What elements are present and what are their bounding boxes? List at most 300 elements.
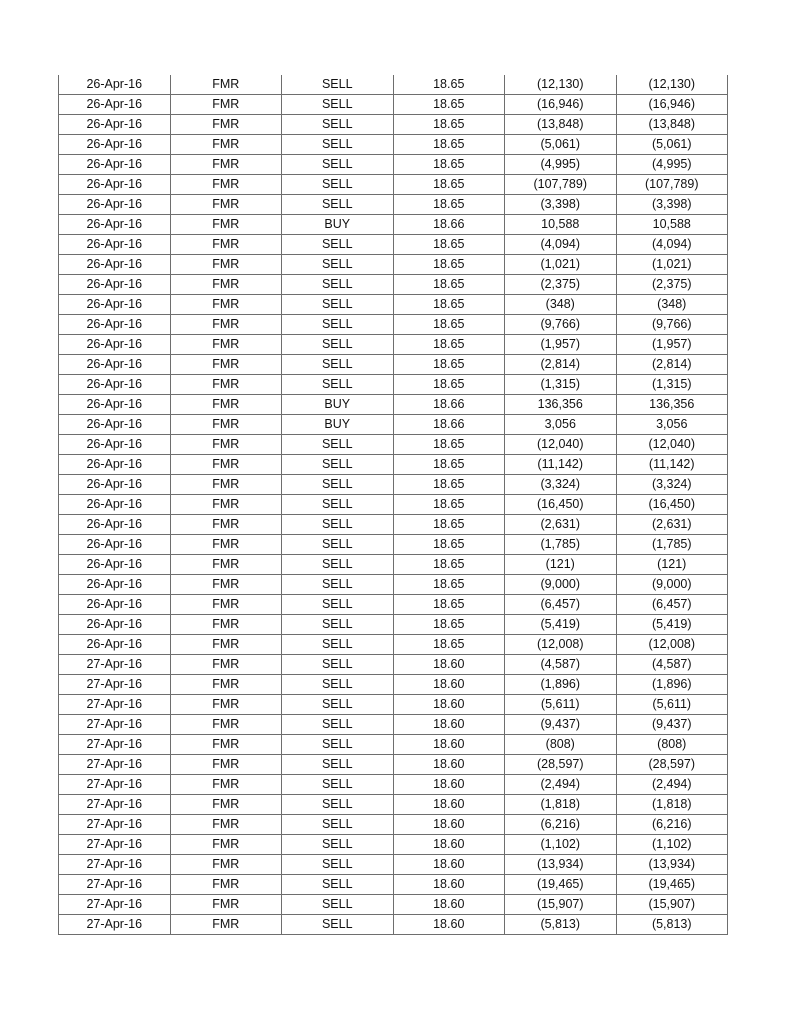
price-cell: 18.60 bbox=[393, 895, 505, 915]
table-row bbox=[59, 475, 728, 495]
holder-cell: FMR bbox=[170, 355, 282, 375]
price-cell: 18.65 bbox=[393, 255, 505, 275]
date-cell: 27-Apr-16 bbox=[59, 915, 171, 935]
side-cell: SELL bbox=[282, 275, 394, 295]
net-quantity-cell: (2,631) bbox=[616, 515, 728, 535]
price-cell: 18.65 bbox=[393, 355, 505, 375]
price-cell: 18.65 bbox=[393, 195, 505, 215]
side-cell: SELL bbox=[282, 95, 394, 115]
net-quantity-cell: (5,611) bbox=[616, 695, 728, 715]
quantity-cell: (1,785) bbox=[505, 535, 617, 555]
net-quantity-cell: (28,597) bbox=[616, 755, 728, 775]
side-cell: SELL bbox=[282, 175, 394, 195]
date-cell: 26-Apr-16 bbox=[59, 95, 171, 115]
net-quantity-cell: (5,061) bbox=[616, 135, 728, 155]
date-cell: 26-Apr-16 bbox=[59, 415, 171, 435]
date-cell: 26-Apr-16 bbox=[59, 435, 171, 455]
table-row bbox=[59, 795, 728, 815]
date-cell: 27-Apr-16 bbox=[59, 735, 171, 755]
table-row bbox=[59, 755, 728, 775]
holder-cell: FMR bbox=[170, 315, 282, 335]
price-cell: 18.65 bbox=[393, 295, 505, 315]
net-quantity-cell: (15,907) bbox=[616, 895, 728, 915]
table-row bbox=[59, 175, 728, 195]
quantity-cell: 136,356 bbox=[505, 395, 617, 415]
holder-cell: FMR bbox=[170, 895, 282, 915]
date-cell: 26-Apr-16 bbox=[59, 195, 171, 215]
side-cell: SELL bbox=[282, 915, 394, 935]
table-row bbox=[59, 395, 728, 415]
price-cell: 18.60 bbox=[393, 855, 505, 875]
table-row bbox=[59, 135, 728, 155]
net-quantity-cell: (9,437) bbox=[616, 715, 728, 735]
price-cell: 18.65 bbox=[393, 455, 505, 475]
holder-cell: FMR bbox=[170, 715, 282, 735]
side-cell: SELL bbox=[282, 115, 394, 135]
net-quantity-cell: (3,398) bbox=[616, 195, 728, 215]
date-cell: 27-Apr-16 bbox=[59, 775, 171, 795]
price-cell: 18.65 bbox=[393, 95, 505, 115]
price-cell: 18.65 bbox=[393, 115, 505, 135]
side-cell: BUY bbox=[282, 215, 394, 235]
date-cell: 27-Apr-16 bbox=[59, 655, 171, 675]
holder-cell: FMR bbox=[170, 695, 282, 715]
table-row bbox=[59, 495, 728, 515]
price-cell: 18.65 bbox=[393, 315, 505, 335]
date-cell: 27-Apr-16 bbox=[59, 695, 171, 715]
holder-cell: FMR bbox=[170, 775, 282, 795]
table-row bbox=[59, 255, 728, 275]
table-row bbox=[59, 635, 728, 655]
table-row bbox=[59, 875, 728, 895]
holder-cell: FMR bbox=[170, 95, 282, 115]
side-cell: SELL bbox=[282, 195, 394, 215]
table-row bbox=[59, 215, 728, 235]
net-quantity-cell: (121) bbox=[616, 555, 728, 575]
price-cell: 18.66 bbox=[393, 415, 505, 435]
table-row bbox=[59, 95, 728, 115]
net-quantity-cell: 10,588 bbox=[616, 215, 728, 235]
price-cell: 18.65 bbox=[393, 135, 505, 155]
quantity-cell: (5,419) bbox=[505, 615, 617, 635]
side-cell: SELL bbox=[282, 735, 394, 755]
price-cell: 18.65 bbox=[393, 235, 505, 255]
holder-cell: FMR bbox=[170, 195, 282, 215]
table-row bbox=[59, 535, 728, 555]
quantity-cell: 3,056 bbox=[505, 415, 617, 435]
table-row bbox=[59, 855, 728, 875]
side-cell: BUY bbox=[282, 395, 394, 415]
trade-table-container bbox=[58, 75, 727, 935]
quantity-cell: (348) bbox=[505, 295, 617, 315]
date-cell: 26-Apr-16 bbox=[59, 175, 171, 195]
quantity-cell: (4,094) bbox=[505, 235, 617, 255]
holder-cell: FMR bbox=[170, 575, 282, 595]
date-cell: 27-Apr-16 bbox=[59, 835, 171, 855]
net-quantity-cell: 136,356 bbox=[616, 395, 728, 415]
side-cell: SELL bbox=[282, 455, 394, 475]
price-cell: 18.60 bbox=[393, 915, 505, 935]
side-cell: SELL bbox=[282, 775, 394, 795]
side-cell: SELL bbox=[282, 855, 394, 875]
date-cell: 27-Apr-16 bbox=[59, 815, 171, 835]
date-cell: 26-Apr-16 bbox=[59, 595, 171, 615]
side-cell: SELL bbox=[282, 575, 394, 595]
quantity-cell: (3,324) bbox=[505, 475, 617, 495]
side-cell: BUY bbox=[282, 415, 394, 435]
quantity-cell: (28,597) bbox=[505, 755, 617, 775]
date-cell: 26-Apr-16 bbox=[59, 235, 171, 255]
table-row bbox=[59, 915, 728, 935]
quantity-cell: (12,040) bbox=[505, 435, 617, 455]
quantity-cell: (1,957) bbox=[505, 335, 617, 355]
side-cell: SELL bbox=[282, 795, 394, 815]
quantity-cell: (5,611) bbox=[505, 695, 617, 715]
price-cell: 18.65 bbox=[393, 535, 505, 555]
price-cell: 18.66 bbox=[393, 395, 505, 415]
trade-table bbox=[58, 75, 728, 935]
table-row bbox=[59, 315, 728, 335]
holder-cell: FMR bbox=[170, 595, 282, 615]
holder-cell: FMR bbox=[170, 495, 282, 515]
holder-cell: FMR bbox=[170, 835, 282, 855]
date-cell: 26-Apr-16 bbox=[59, 635, 171, 655]
net-quantity-cell: (16,450) bbox=[616, 495, 728, 515]
table-row bbox=[59, 155, 728, 175]
net-quantity-cell: (1,785) bbox=[616, 535, 728, 555]
side-cell: SELL bbox=[282, 495, 394, 515]
side-cell: SELL bbox=[282, 715, 394, 735]
holder-cell: FMR bbox=[170, 475, 282, 495]
side-cell: SELL bbox=[282, 355, 394, 375]
side-cell: SELL bbox=[282, 475, 394, 495]
holder-cell: FMR bbox=[170, 335, 282, 355]
table-row bbox=[59, 775, 728, 795]
price-cell: 18.65 bbox=[393, 75, 505, 95]
quantity-cell: (13,934) bbox=[505, 855, 617, 875]
net-quantity-cell: (2,814) bbox=[616, 355, 728, 375]
holder-cell: FMR bbox=[170, 635, 282, 655]
side-cell: SELL bbox=[282, 75, 394, 95]
side-cell: SELL bbox=[282, 555, 394, 575]
date-cell: 26-Apr-16 bbox=[59, 375, 171, 395]
holder-cell: FMR bbox=[170, 815, 282, 835]
price-cell: 18.60 bbox=[393, 755, 505, 775]
table-row bbox=[59, 675, 728, 695]
price-cell: 18.60 bbox=[393, 675, 505, 695]
quantity-cell: (6,216) bbox=[505, 815, 617, 835]
date-cell: 26-Apr-16 bbox=[59, 455, 171, 475]
quantity-cell: (1,102) bbox=[505, 835, 617, 855]
quantity-cell: (13,848) bbox=[505, 115, 617, 135]
quantity-cell: (808) bbox=[505, 735, 617, 755]
date-cell: 26-Apr-16 bbox=[59, 255, 171, 275]
holder-cell: FMR bbox=[170, 535, 282, 555]
date-cell: 27-Apr-16 bbox=[59, 855, 171, 875]
side-cell: SELL bbox=[282, 315, 394, 335]
quantity-cell: (5,061) bbox=[505, 135, 617, 155]
net-quantity-cell: (1,102) bbox=[616, 835, 728, 855]
price-cell: 18.65 bbox=[393, 475, 505, 495]
holder-cell: FMR bbox=[170, 675, 282, 695]
side-cell: SELL bbox=[282, 155, 394, 175]
side-cell: SELL bbox=[282, 535, 394, 555]
table-row bbox=[59, 335, 728, 355]
date-cell: 26-Apr-16 bbox=[59, 555, 171, 575]
date-cell: 27-Apr-16 bbox=[59, 675, 171, 695]
holder-cell: FMR bbox=[170, 555, 282, 575]
date-cell: 26-Apr-16 bbox=[59, 275, 171, 295]
net-quantity-cell: (16,946) bbox=[616, 95, 728, 115]
quantity-cell: (16,946) bbox=[505, 95, 617, 115]
holder-cell: FMR bbox=[170, 295, 282, 315]
holder-cell: FMR bbox=[170, 435, 282, 455]
price-cell: 18.60 bbox=[393, 835, 505, 855]
quantity-cell: (1,818) bbox=[505, 795, 617, 815]
quantity-cell: (3,398) bbox=[505, 195, 617, 215]
quantity-cell: (2,814) bbox=[505, 355, 617, 375]
date-cell: 27-Apr-16 bbox=[59, 895, 171, 915]
net-quantity-cell: (348) bbox=[616, 295, 728, 315]
table-row bbox=[59, 595, 728, 615]
price-cell: 18.60 bbox=[393, 795, 505, 815]
holder-cell: FMR bbox=[170, 875, 282, 895]
side-cell: SELL bbox=[282, 375, 394, 395]
net-quantity-cell: (12,040) bbox=[616, 435, 728, 455]
table-row bbox=[59, 815, 728, 835]
quantity-cell: (2,631) bbox=[505, 515, 617, 535]
net-quantity-cell: (2,375) bbox=[616, 275, 728, 295]
net-quantity-cell: (6,216) bbox=[616, 815, 728, 835]
table-row bbox=[59, 115, 728, 135]
table-row bbox=[59, 435, 728, 455]
table-row bbox=[59, 695, 728, 715]
date-cell: 27-Apr-16 bbox=[59, 795, 171, 815]
holder-cell: FMR bbox=[170, 75, 282, 95]
holder-cell: FMR bbox=[170, 135, 282, 155]
holder-cell: FMR bbox=[170, 395, 282, 415]
table-row bbox=[59, 375, 728, 395]
holder-cell: FMR bbox=[170, 735, 282, 755]
price-cell: 18.60 bbox=[393, 775, 505, 795]
holder-cell: FMR bbox=[170, 175, 282, 195]
side-cell: SELL bbox=[282, 255, 394, 275]
date-cell: 26-Apr-16 bbox=[59, 495, 171, 515]
price-cell: 18.60 bbox=[393, 715, 505, 735]
table-row bbox=[59, 615, 728, 635]
date-cell: 26-Apr-16 bbox=[59, 135, 171, 155]
quantity-cell: (15,907) bbox=[505, 895, 617, 915]
net-quantity-cell: (13,934) bbox=[616, 855, 728, 875]
price-cell: 18.60 bbox=[393, 815, 505, 835]
date-cell: 26-Apr-16 bbox=[59, 75, 171, 95]
price-cell: 18.65 bbox=[393, 555, 505, 575]
table-row bbox=[59, 295, 728, 315]
date-cell: 26-Apr-16 bbox=[59, 475, 171, 495]
side-cell: SELL bbox=[282, 515, 394, 535]
net-quantity-cell: (13,848) bbox=[616, 115, 728, 135]
holder-cell: FMR bbox=[170, 755, 282, 775]
date-cell: 26-Apr-16 bbox=[59, 155, 171, 175]
date-cell: 26-Apr-16 bbox=[59, 515, 171, 535]
holder-cell: FMR bbox=[170, 455, 282, 475]
date-cell: 26-Apr-16 bbox=[59, 535, 171, 555]
holder-cell: FMR bbox=[170, 415, 282, 435]
net-quantity-cell: (1,957) bbox=[616, 335, 728, 355]
table-row bbox=[59, 835, 728, 855]
table-row bbox=[59, 75, 728, 95]
net-quantity-cell: (4,094) bbox=[616, 235, 728, 255]
net-quantity-cell: (4,587) bbox=[616, 655, 728, 675]
holder-cell: FMR bbox=[170, 855, 282, 875]
table-row bbox=[59, 355, 728, 375]
net-quantity-cell: (1,896) bbox=[616, 675, 728, 695]
price-cell: 18.65 bbox=[393, 335, 505, 355]
price-cell: 18.60 bbox=[393, 735, 505, 755]
quantity-cell: (12,130) bbox=[505, 75, 617, 95]
net-quantity-cell: (1,021) bbox=[616, 255, 728, 275]
side-cell: SELL bbox=[282, 675, 394, 695]
date-cell: 26-Apr-16 bbox=[59, 295, 171, 315]
side-cell: SELL bbox=[282, 435, 394, 455]
price-cell: 18.65 bbox=[393, 375, 505, 395]
table-row bbox=[59, 195, 728, 215]
date-cell: 27-Apr-16 bbox=[59, 715, 171, 735]
net-quantity-cell: (11,142) bbox=[616, 455, 728, 475]
quantity-cell: (1,896) bbox=[505, 675, 617, 695]
side-cell: SELL bbox=[282, 655, 394, 675]
net-quantity-cell: (12,008) bbox=[616, 635, 728, 655]
net-quantity-cell: (9,766) bbox=[616, 315, 728, 335]
net-quantity-cell: (1,818) bbox=[616, 795, 728, 815]
holder-cell: FMR bbox=[170, 215, 282, 235]
side-cell: SELL bbox=[282, 695, 394, 715]
table-row bbox=[59, 715, 728, 735]
date-cell: 27-Apr-16 bbox=[59, 875, 171, 895]
net-quantity-cell: (19,465) bbox=[616, 875, 728, 895]
net-quantity-cell: (3,324) bbox=[616, 475, 728, 495]
net-quantity-cell: (4,995) bbox=[616, 155, 728, 175]
trade-table-body bbox=[59, 75, 728, 935]
price-cell: 18.60 bbox=[393, 875, 505, 895]
holder-cell: FMR bbox=[170, 255, 282, 275]
table-row bbox=[59, 515, 728, 535]
holder-cell: FMR bbox=[170, 615, 282, 635]
holder-cell: FMR bbox=[170, 795, 282, 815]
side-cell: SELL bbox=[282, 615, 394, 635]
quantity-cell: 10,588 bbox=[505, 215, 617, 235]
price-cell: 18.65 bbox=[393, 595, 505, 615]
side-cell: SELL bbox=[282, 875, 394, 895]
holder-cell: FMR bbox=[170, 375, 282, 395]
net-quantity-cell: (9,000) bbox=[616, 575, 728, 595]
quantity-cell: (19,465) bbox=[505, 875, 617, 895]
table-row bbox=[59, 455, 728, 475]
net-quantity-cell: (808) bbox=[616, 735, 728, 755]
quantity-cell: (107,789) bbox=[505, 175, 617, 195]
side-cell: SELL bbox=[282, 235, 394, 255]
date-cell: 26-Apr-16 bbox=[59, 355, 171, 375]
side-cell: SELL bbox=[282, 335, 394, 355]
table-row bbox=[59, 235, 728, 255]
date-cell: 26-Apr-16 bbox=[59, 395, 171, 415]
quantity-cell: (121) bbox=[505, 555, 617, 575]
table-row bbox=[59, 655, 728, 675]
holder-cell: FMR bbox=[170, 915, 282, 935]
date-cell: 26-Apr-16 bbox=[59, 335, 171, 355]
price-cell: 18.65 bbox=[393, 275, 505, 295]
price-cell: 18.65 bbox=[393, 495, 505, 515]
net-quantity-cell: (2,494) bbox=[616, 775, 728, 795]
date-cell: 26-Apr-16 bbox=[59, 615, 171, 635]
quantity-cell: (12,008) bbox=[505, 635, 617, 655]
holder-cell: FMR bbox=[170, 155, 282, 175]
side-cell: SELL bbox=[282, 595, 394, 615]
date-cell: 27-Apr-16 bbox=[59, 755, 171, 775]
holder-cell: FMR bbox=[170, 275, 282, 295]
quantity-cell: (1,021) bbox=[505, 255, 617, 275]
quantity-cell: (9,766) bbox=[505, 315, 617, 335]
holder-cell: FMR bbox=[170, 655, 282, 675]
net-quantity-cell: (6,457) bbox=[616, 595, 728, 615]
date-cell: 26-Apr-16 bbox=[59, 215, 171, 235]
price-cell: 18.65 bbox=[393, 515, 505, 535]
quantity-cell: (2,494) bbox=[505, 775, 617, 795]
side-cell: SELL bbox=[282, 815, 394, 835]
side-cell: SELL bbox=[282, 295, 394, 315]
net-quantity-cell: 3,056 bbox=[616, 415, 728, 435]
side-cell: SELL bbox=[282, 135, 394, 155]
holder-cell: FMR bbox=[170, 115, 282, 135]
quantity-cell: (5,813) bbox=[505, 915, 617, 935]
price-cell: 18.65 bbox=[393, 155, 505, 175]
quantity-cell: (1,315) bbox=[505, 375, 617, 395]
net-quantity-cell: (5,813) bbox=[616, 915, 728, 935]
net-quantity-cell: (12,130) bbox=[616, 75, 728, 95]
holder-cell: FMR bbox=[170, 235, 282, 255]
price-cell: 18.60 bbox=[393, 655, 505, 675]
price-cell: 18.65 bbox=[393, 435, 505, 455]
quantity-cell: (11,142) bbox=[505, 455, 617, 475]
table-row bbox=[59, 735, 728, 755]
price-cell: 18.65 bbox=[393, 635, 505, 655]
quantity-cell: (16,450) bbox=[505, 495, 617, 515]
quantity-cell: (2,375) bbox=[505, 275, 617, 295]
table-row bbox=[59, 575, 728, 595]
price-cell: 18.65 bbox=[393, 175, 505, 195]
side-cell: SELL bbox=[282, 835, 394, 855]
holder-cell: FMR bbox=[170, 515, 282, 535]
price-cell: 18.65 bbox=[393, 575, 505, 595]
price-cell: 18.66 bbox=[393, 215, 505, 235]
price-cell: 18.60 bbox=[393, 695, 505, 715]
net-quantity-cell: (1,315) bbox=[616, 375, 728, 395]
quantity-cell: (6,457) bbox=[505, 595, 617, 615]
side-cell: SELL bbox=[282, 635, 394, 655]
quantity-cell: (4,995) bbox=[505, 155, 617, 175]
side-cell: SELL bbox=[282, 755, 394, 775]
table-row bbox=[59, 555, 728, 575]
net-quantity-cell: (107,789) bbox=[616, 175, 728, 195]
table-row bbox=[59, 275, 728, 295]
side-cell: SELL bbox=[282, 895, 394, 915]
net-quantity-cell: (5,419) bbox=[616, 615, 728, 635]
quantity-cell: (9,000) bbox=[505, 575, 617, 595]
price-cell: 18.65 bbox=[393, 615, 505, 635]
table-row bbox=[59, 895, 728, 915]
quantity-cell: (4,587) bbox=[505, 655, 617, 675]
date-cell: 26-Apr-16 bbox=[59, 575, 171, 595]
